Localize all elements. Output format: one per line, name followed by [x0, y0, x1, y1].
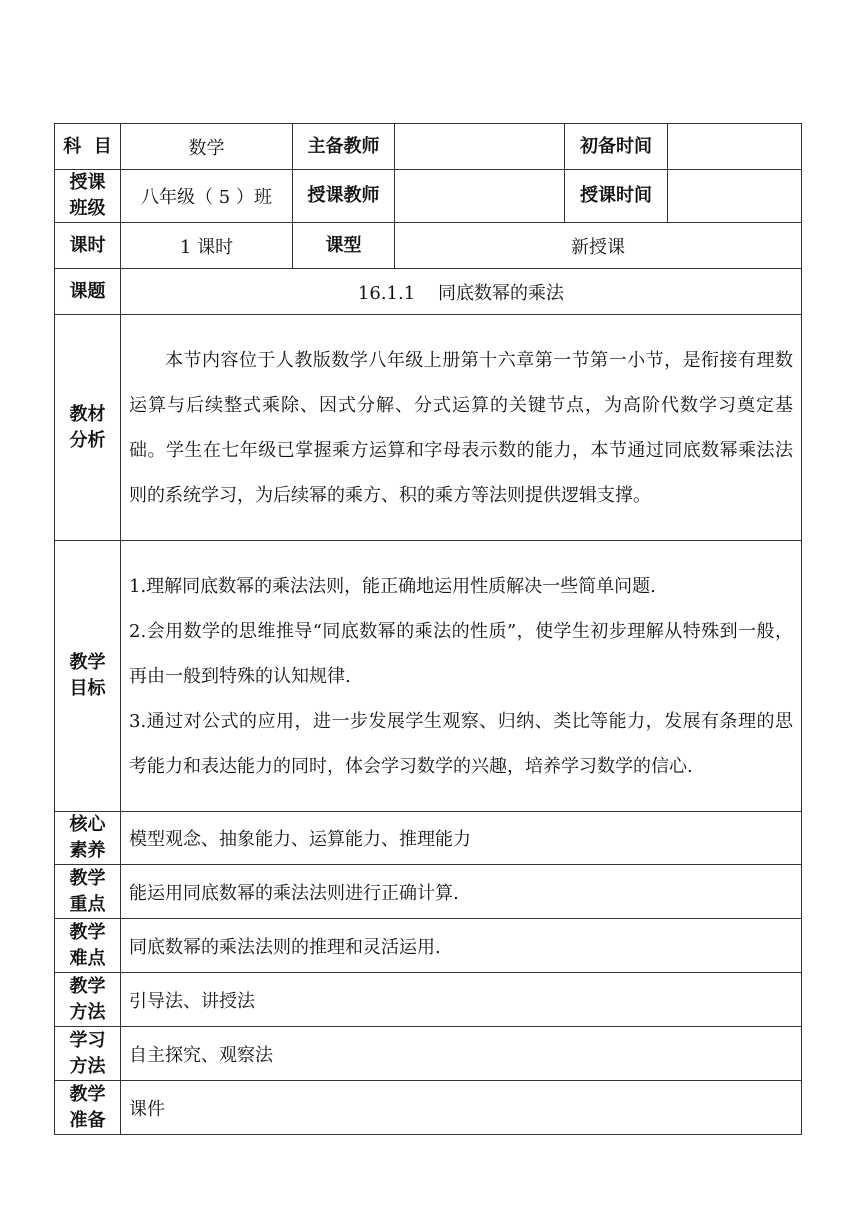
- teach-time-label: 授课时间: [565, 170, 668, 223]
- table-row: [55, 919, 802, 973]
- lead-teacher-value: [395, 124, 565, 170]
- objective-item: 3.通过对公式的应用，进一步发展学生观察、归纳、类比等能力，发展有条理的思考能力和表达能力的同时，体会学习数学的兴趣，培养学习数学的信心.: [129, 710, 793, 777]
- class-label-line1: 授课: [69, 172, 106, 193]
- teach-method-label: [55, 973, 121, 1027]
- prep-time-value: [668, 124, 802, 170]
- preparation-label-line1: 教学: [69, 1083, 106, 1105]
- objectives-label: [55, 541, 121, 812]
- difficulty-text: 同底数幂的乘法法则的推理和灵活运用.: [121, 919, 802, 973]
- literacy-label-line2: 素养: [69, 840, 106, 861]
- objective-item: 1.理解同底数幂的乘法法则，能正确地运用性质解决一些简单问题.: [129, 575, 656, 597]
- hours-label: 课时: [55, 223, 121, 269]
- table-row: [55, 170, 802, 223]
- key-point-label: [55, 865, 121, 919]
- prep-time-label: 初备时间: [565, 124, 668, 170]
- lead-teacher-label: 主备教师: [293, 124, 395, 170]
- type-value: 新授课: [395, 223, 802, 269]
- learn-method-label-line1: 学习: [69, 1029, 106, 1051]
- subject-label: 科 目: [55, 124, 121, 170]
- analysis-text-cell: [121, 315, 802, 541]
- objectives-text-cell: [121, 541, 802, 812]
- class-label: [55, 170, 121, 223]
- table-row: [55, 124, 802, 170]
- learn-method-text: 自主探究、观察法: [121, 1027, 802, 1081]
- objectives-label-line2: 目标: [69, 678, 106, 699]
- literacy-label: [55, 812, 121, 865]
- hours-value: 1 课时: [121, 223, 293, 269]
- teach-method-label-line2: 方法: [69, 1001, 106, 1023]
- key-point-label-line1: 教学: [69, 867, 106, 889]
- class-label-line2: 班级: [69, 198, 106, 219]
- preparation-label: [55, 1081, 121, 1135]
- teacher-label: 授课教师: [293, 170, 395, 223]
- table-row: [55, 812, 802, 865]
- difficulty-label: [55, 919, 121, 973]
- analysis-label: [55, 315, 121, 541]
- literacy-label-line1: 核心: [69, 814, 106, 835]
- type-label: 课型: [293, 223, 395, 269]
- difficulty-label-line2: 难点: [69, 947, 106, 969]
- objective-item: 2.会用数学的思维推导“同底数幂的乘法的性质”，使学生初步理解从特殊到一般，再由一般到特殊的认知规律.: [129, 620, 793, 687]
- table-row: [55, 1081, 802, 1135]
- teach-method-text: 引导法、讲授法: [121, 973, 802, 1027]
- table-row: [55, 1027, 802, 1081]
- learn-method-label: [55, 1027, 121, 1081]
- topic-label: 课题: [55, 269, 121, 315]
- analysis-label-line1: 教材: [69, 403, 106, 425]
- objectives-label-line1: 教学: [69, 652, 106, 673]
- literacy-text: 模型观念、抽象能力、运算能力、推理能力: [121, 812, 802, 865]
- key-point-text: 能运用同底数幂的乘法法则进行正确计算.: [121, 865, 802, 919]
- learn-method-label-line2: 方法: [69, 1055, 106, 1077]
- topic-value: 16.1.1 同底数幂的乘法: [121, 269, 802, 315]
- class-value: 八年级（ 5 ）班: [121, 170, 293, 223]
- analysis-text: 本节内容位于人教版数学八年级上册第十六章第一节第一小节，是衔接有理数运算与后续整式乘除、因式分解、分式运算的关键节点，为高阶代数学习奠定基础。学生在七年级已掌握乘方运算和字母表示数的能力，本节通过同底数幂乘法法则的系统学习，为后续幂的乘方、积的乘方等法则提供逻辑支撑。: [129, 349, 793, 506]
- table-row: [55, 541, 802, 812]
- subject-value: 数学: [121, 124, 293, 170]
- teach-time-value: [668, 170, 802, 223]
- table-row: [55, 269, 802, 315]
- preparation-label-line2: 准备: [69, 1109, 106, 1131]
- table-row: [55, 973, 802, 1027]
- preparation-text: 课件: [121, 1081, 802, 1135]
- table-row: [55, 223, 802, 269]
- key-point-label-line2: 重点: [69, 893, 106, 915]
- teacher-value: [395, 170, 565, 223]
- difficulty-label-line1: 教学: [69, 921, 106, 943]
- teach-method-label-line1: 教学: [69, 975, 106, 997]
- analysis-label-line2: 分析: [69, 429, 106, 451]
- table-row: [55, 315, 802, 541]
- table-row: [55, 865, 802, 919]
- lesson-plan-table: [54, 123, 802, 1135]
